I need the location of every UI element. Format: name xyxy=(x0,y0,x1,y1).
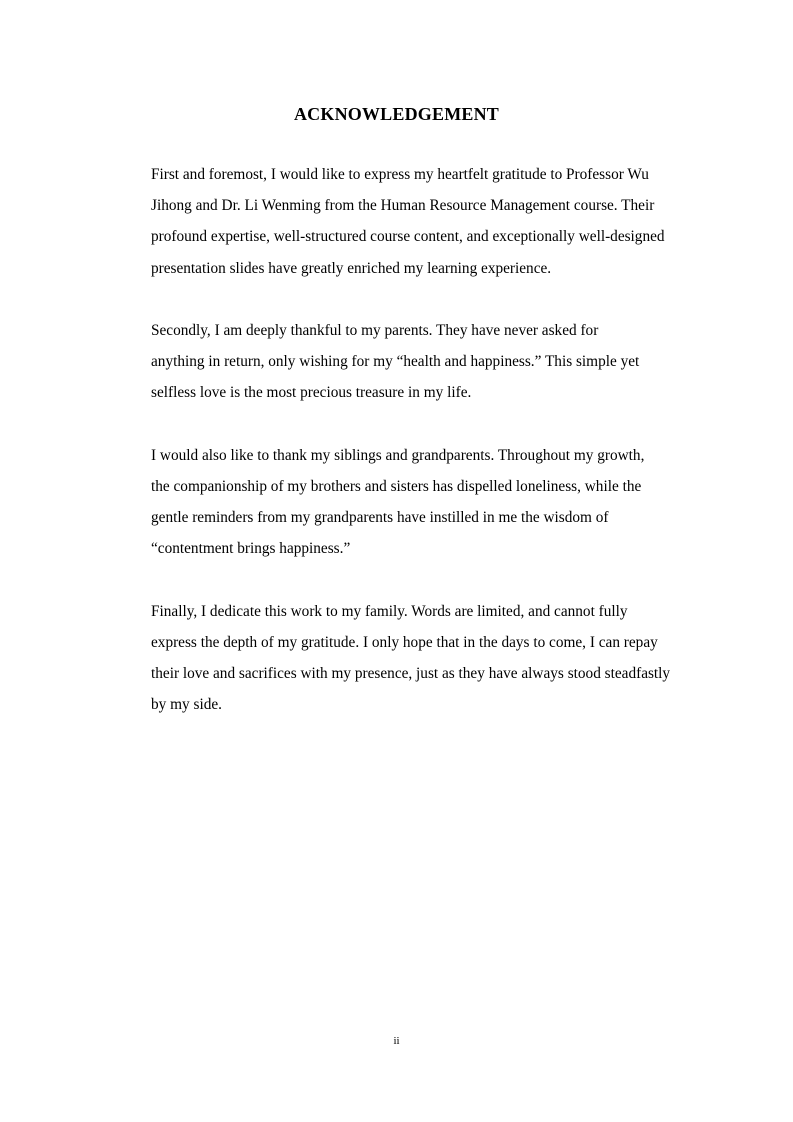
paragraph-gratitude-professors xyxy=(119,159,679,284)
text-line: their love and sacrifices with my presence, just as they have always stood steadfastly xyxy=(151,665,671,683)
text-line: gentle reminders from my grandparents have instilled in me the wisdom of xyxy=(151,509,609,527)
text-line: Secondly, I am deeply thankful to my parents. They have never asked for xyxy=(151,322,599,339)
text-line: Finally, I dedicate this work to my family. Words are limited, and cannot fully xyxy=(151,602,628,620)
text-line: Jihong and Dr. Li Wenming from the Human Resource Management course. Their xyxy=(151,197,655,215)
page-number: ii xyxy=(393,1035,400,1047)
paragraph-gratitude-siblings xyxy=(119,440,679,565)
text-line: by my side. xyxy=(151,696,222,714)
text-line: the companionship of my brothers and sisters has dispelled loneliness, while the xyxy=(151,478,642,495)
text-line: profound expertise, well-structured course content, and exceptionally well-designed xyxy=(151,228,665,246)
text-line: “contentment brings happiness.” xyxy=(151,540,351,558)
text-line: I would also like to thank my siblings and grandparents. Throughout my growth, xyxy=(151,446,645,464)
paragraph-dedication-family xyxy=(119,596,679,721)
text-line: anything in return, only wishing for my “health and happiness.” This simple yet xyxy=(151,353,640,371)
acknowledgement-body xyxy=(119,159,679,721)
paragraph-gratitude-parents xyxy=(119,315,679,409)
text-line: express the depth of my gratitude. I only hope that in the days to come, I can repay xyxy=(151,634,658,651)
text-line: presentation slides have greatly enriched my learning experience. xyxy=(151,259,552,277)
page-title: ACKNOWLEDGEMENT xyxy=(293,104,500,124)
text-line: First and foremost, I would like to express my heartfelt gratitude to Professor Wu xyxy=(151,166,649,183)
text-line: selfless love is the most precious treasure in my life. xyxy=(151,384,472,402)
